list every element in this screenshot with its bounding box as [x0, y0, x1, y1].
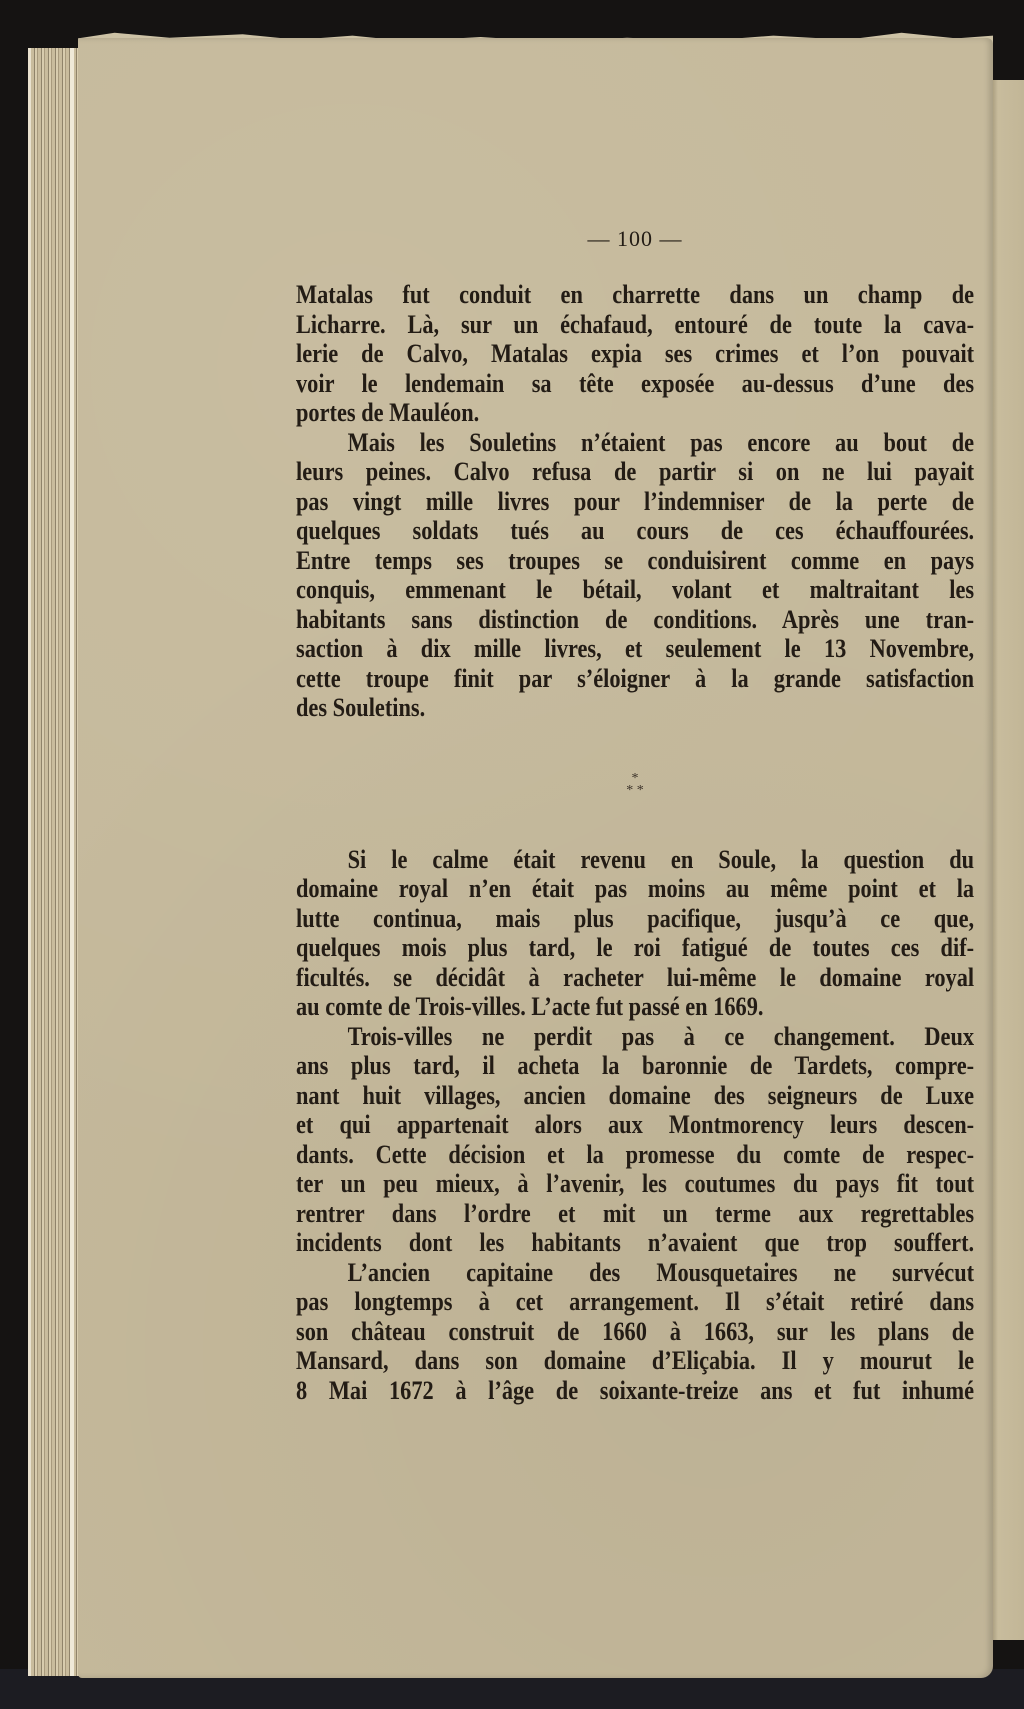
text-line: conquis, emmenant le bétail, volant et maltraitant les: [296, 575, 975, 604]
text-line: et qui appartenait alors aux Montmorency leurs descen-: [296, 1110, 975, 1139]
text-line: quelques soldats tués au cours de ces échauffourées.: [296, 516, 975, 545]
text-line: habitants sans distinction de conditions. Après une tran-: [296, 604, 975, 634]
text-line: Licharre. Là, sur un échafaud, entouré de toute la cava-: [296, 309, 975, 339]
text-line: lerie de Calvo, Matalas expia ses crimes et l’on pouvait: [296, 339, 975, 368]
text-line: ter un peu mieux, à l’avenir, les coutumes du pays fit tout: [296, 1169, 975, 1198]
text-line: son château construit de 1660 à 1663, sur les plans de: [296, 1316, 975, 1346]
asterism-top: *: [631, 770, 639, 786]
adjacent-page-edge: [990, 80, 1024, 1640]
section-separator-asterism: [296, 770, 974, 798]
text-line: domaine royal n’en était pas moins au même point et la: [296, 874, 975, 903]
page-number: — 100 —: [587, 226, 683, 251]
text-line: Matalas fut conduit en charrette dans un champ de: [296, 280, 975, 309]
text-line: Trois-villes ne perdit pas à ce changement. Deux: [347, 1021, 975, 1051]
page-edge-highlight: [70, 48, 74, 1676]
text-line: au comte de Trois-villes. L’acte fut passé en 1669.: [296, 992, 764, 1021]
text-line: des Souletins.: [296, 693, 426, 722]
text-line: nant huit villages, ancien domaine des seigneurs de Luxe: [296, 1080, 975, 1110]
text-line: Si le calme était revenu en Soule, la question du: [347, 844, 975, 874]
text-line: leurs peines. Calvo refusa de partir si on ne lui payait: [296, 457, 975, 486]
paragraph-4: [296, 1022, 974, 1258]
paragraph-5: [296, 1258, 974, 1406]
text-line: cette troupe finit par s’éloigner à la grande satisfaction: [296, 663, 975, 693]
asterism-bottom: * *: [626, 782, 644, 798]
text-line: Mansard, dans son domaine d’Eliçabia. Il y mourut le: [296, 1346, 975, 1375]
paragraph-3: [296, 845, 974, 1022]
text-line: quelques mois plus tard, le roi fatigué de toutes ces dif-: [296, 933, 975, 962]
text-line: rentrer dans l’ordre et mit un terme aux regrettables: [296, 1198, 975, 1228]
text-line: Entre temps ses troupes se conduisirent comme en pays: [296, 545, 975, 575]
text-line: ficultés. se décidât à racheter lui-même le domaine royal: [296, 962, 975, 992]
text-line: L’ancien capitaine des Mousquetaires ne survécut: [347, 1257, 975, 1287]
page-text-block: [296, 226, 974, 1405]
text-line: pas vingt mille livres pour l’indemniser de la perte de: [296, 486, 975, 516]
text-line: saction à dix mille livres, et seulement le 13 Novembre,: [296, 634, 975, 663]
text-line: Mais les Souletins n’étaient pas encore au bout de: [347, 427, 975, 457]
paragraph-2: [296, 428, 974, 723]
paragraph-1: [296, 280, 974, 428]
text-line: ans plus tard, il acheta la baronnie de Tardets, compre-: [296, 1051, 975, 1080]
text-line: pas longtemps à cet arrangement. Il s’était retiré dans: [296, 1287, 975, 1316]
text-line: voir le lendemain sa tête exposée au-dessus d’une des: [296, 368, 975, 398]
text-line: 8 Mai 1672 à l’âge de soixante-treize ans et fut inhumé: [296, 1375, 975, 1405]
text-line: dants. Cette décision et la promesse du comte de respec-: [296, 1139, 975, 1169]
text-line: portes de Mauléon.: [296, 398, 480, 427]
text-line: lutte continua, mais plus pacifique, jusqu’à ce que,: [296, 903, 975, 933]
text-line: incidents dont les habitants n’avaient que trop souffert.: [296, 1228, 975, 1257]
